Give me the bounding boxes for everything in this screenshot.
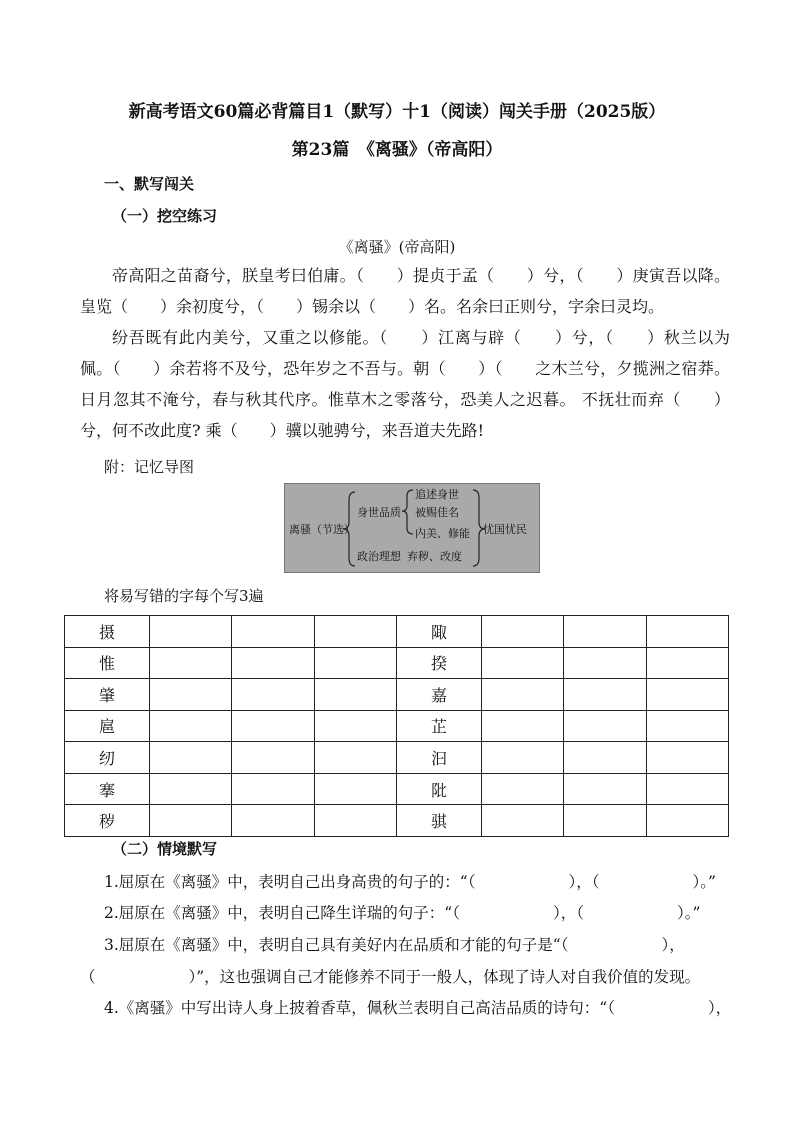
practice-row [65,647,729,679]
practice-char: 纫 [65,742,150,774]
practice-blank-cell[interactable] [564,773,646,805]
practice-char: 秽 [65,805,150,837]
practice-blank-cell[interactable] [564,805,646,837]
practice-blank-cell[interactable] [314,647,396,679]
practice-instruction: 将易写错的字每个写3遍 [104,587,264,605]
character-practice-grid [64,615,729,837]
practice-blank-cell[interactable] [481,742,563,774]
question-1: 1.屈原在《离骚》中，表明自己出身高贵的句子的：“（ ），（ ）。” [104,873,716,891]
mindmap-leaf-3: 内美、修能 [415,527,470,540]
poem-paragraph-2: 纷吾既有此内美兮，又重之以修能。（ ）江离与辟（ ）兮，（ ）秋兰以为佩。（ ）余若将不及兮，恐年岁之不吾与。朝（ ）（ 之木兰兮，夕揽洲之宿莽。 日月忽其不淹兮，春与秋其代序。惟草木之零落兮，恐美人之迟暮。 不抚壮而弃（ ）兮，何不改此度? 乘（ ）骥以驰骋兮，来吾道夫先路! [80,328,730,440]
practice-row [65,679,729,711]
practice-char: 揆 [396,647,481,679]
practice-blank-cell[interactable] [481,616,563,648]
practice-blank-cell[interactable] [646,805,728,837]
practice-blank-cell[interactable] [150,710,232,742]
practice-char: 摄 [65,616,150,648]
subsection-context-dictation: （二）情境默写 [112,840,218,858]
practice-blank-cell[interactable] [232,679,314,711]
practice-blank-cell[interactable] [314,773,396,805]
practice-char: 骐 [396,805,481,837]
practice-blank-cell[interactable] [646,616,728,648]
practice-blank-cell[interactable] [564,679,646,711]
practice-char: 汩 [396,742,481,774]
mindmap-root: 离骚（节选） [289,523,355,536]
mindmap-leaf-2: 被赐佳名 [415,506,459,519]
practice-char: 嘉 [396,679,481,711]
practice-row [65,805,729,837]
practice-blank-cell[interactable] [314,679,396,711]
practice-row [65,616,729,648]
practice-blank-cell[interactable] [481,679,563,711]
mindmap-leaf-4: 弃秽、改度 [407,550,462,563]
mindmap-leaf-1: 追述身世 [415,488,459,501]
practice-blank-cell[interactable] [564,616,646,648]
practice-blank-cell[interactable] [150,773,232,805]
practice-row [65,710,729,742]
document-title: 新高考语文60篇必背篇目1（默写）十1（阅读）闯关手册（2025版） [128,102,666,122]
poem-paragraph-1: 帝高阳之苗裔兮，朕皇考曰伯庸。（ ）提贞于孟（ ）兮，（ ）庚寅吾以降。皇览（ ）余初度兮，（ ）锡余以（ ）名。名余曰正则兮，字余曰灵均。 [80,266,730,316]
practice-row [65,742,729,774]
practice-char: 阰 [396,773,481,805]
practice-blank-cell[interactable] [314,742,396,774]
mindmap-branch-2: 政治理想 [357,550,401,563]
memory-mindmap-image [284,483,540,573]
practice-char: 陬 [396,616,481,648]
practice-blank-cell[interactable] [150,647,232,679]
practice-blank-cell[interactable] [646,773,728,805]
mindmap-result: 忧国忧民 [483,523,527,536]
practice-blank-cell[interactable] [481,773,563,805]
practice-blank-cell[interactable] [564,647,646,679]
practice-blank-cell[interactable] [232,647,314,679]
practice-blank-cell[interactable] [314,805,396,837]
practice-blank-cell[interactable] [150,742,232,774]
subsection-fill-blank: （一）挖空练习 [112,207,218,225]
practice-blank-cell[interactable] [232,773,314,805]
practice-char: 扈 [65,710,150,742]
practice-char: 惟 [65,647,150,679]
practice-char: 肇 [65,679,150,711]
practice-blank-cell[interactable] [150,679,232,711]
mindmap-note: 附：记忆导图 [104,458,195,476]
practice-blank-cell[interactable] [232,805,314,837]
practice-blank-cell[interactable] [232,742,314,774]
practice-blank-cell[interactable] [232,710,314,742]
question-2: 2.屈原在《离骚》中，表明自己降生详瑞的句子：“（ ），（ ）。” [104,904,701,922]
practice-blank-cell[interactable] [646,679,728,711]
practice-blank-cell[interactable] [646,647,728,679]
practice-blank-cell[interactable] [314,710,396,742]
chapter-subtitle: 第23篇 《离骚》（帝高阳） [291,140,503,160]
practice-blank-cell[interactable] [150,616,232,648]
practice-blank-cell[interactable] [481,710,563,742]
practice-blank-cell[interactable] [232,616,314,648]
practice-blank-cell[interactable] [564,710,646,742]
mindmap-branch-1: 身世品质 [357,506,401,519]
practice-blank-cell[interactable] [646,710,728,742]
practice-row [65,773,729,805]
practice-blank-cell[interactable] [481,647,563,679]
poem-title: 《离骚》(帝高阳) [338,238,456,256]
practice-blank-cell[interactable] [564,742,646,774]
practice-blank-cell[interactable] [481,805,563,837]
question-3: 3.屈原在《离骚》中，表明自己具有美好内在品质和才能的句子是“（ ），（ ）”，这也强调自己才能修养不同于一般人，体现了诗人对自我价值的发现。 [80,936,701,986]
practice-char: 芷 [396,710,481,742]
section-heading-dictation: 一、默写闯关 [104,175,195,193]
practice-blank-cell[interactable] [150,805,232,837]
practice-char: 搴 [65,773,150,805]
practice-blank-cell[interactable] [314,616,396,648]
question-4: 4.《离骚》中写出诗人身上披着香草，佩秋兰表明自己高洁品质的诗句：“（ ）， [104,999,732,1017]
practice-blank-cell[interactable] [646,742,728,774]
